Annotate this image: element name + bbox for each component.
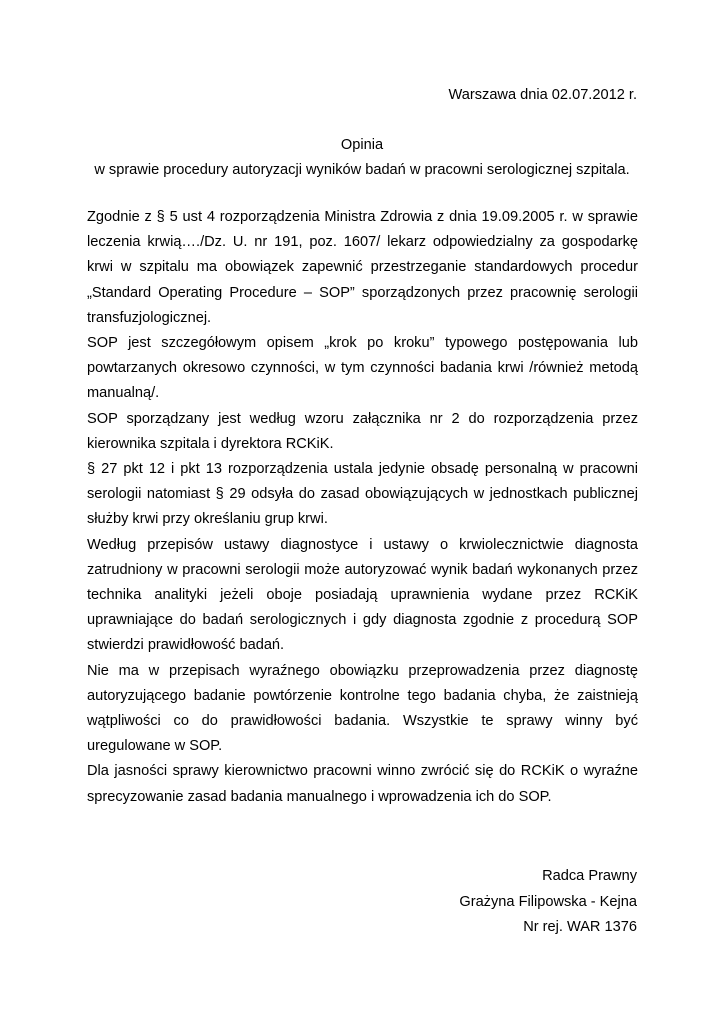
signature-role: Radca Prawny xyxy=(542,868,637,884)
paragraph: Nie ma w przepisach wyraźnego obowiązku przeprowadzenia przez diagnostę autoryzującego badanie powtórzenie kontrolne tego badania chyba, że zaistnieją wątpliwości co do prawidłowości badania. Wszystkie te sprawy winny być uregulowane w SOP. xyxy=(87,662,638,755)
paragraph: SOP sporządzany jest według wzoru załącznika nr 2 do rozporządzenia przez kierownika szpitala i dyrektora RCKiK. xyxy=(87,410,638,452)
document-title: Opinia xyxy=(340,137,384,153)
paragraph: Dla jasności sprawy kierownictwo pracowni winno zwrócić się do RCKiK o wyraźne sprecyzowanie zasad badania manualnego i wprowadzenia ich do SOP. xyxy=(87,763,638,805)
paragraph: Zgodnie z § 5 ust 4 rozporządzenia Ministra Zdrowia z dnia 19.09.2005 r. w sprawie leczenia krwią…./Dz. U. nr 191, poz. 1607/ lekarz odpowiedzialny za gospodarkę krwi w szpitalu ma obowiązek zapewnić przestrzeganie standardowych procedur „Standard Operating Procedure – SOP” sporządzonych przez pracownię serologii transfuzjologicznej. xyxy=(87,209,638,326)
paragraph: SOP jest szczegółowym opisem „krok po kroku” typowego postępowania lub powtarzanych okresowo czynności, w tym czynności badania krwi /również metodą manualną/. xyxy=(87,335,638,402)
date-line: Warszawa dnia 02.07.2012 r. xyxy=(448,87,637,103)
paragraph: Według przepisów ustawy diagnostyce i ustawy o krwiolecznictwie diagnosta zatrudniony w pracowni serologii może autoryzować wynik badań wykonanych przez technika analityki jeżeli oboje posiadają uprawnienia wydane przez RCKiK uprawniające do badań serologicznych i gdy diagnosta zgodnie z procedurą SOP stwierdzi prawidłowość badań. xyxy=(87,536,638,654)
signature-block xyxy=(459,864,637,941)
document-subtitle: w sprawie procedury autoryzacji wyników badań w pracowni serologicznej szpitala. xyxy=(94,162,630,178)
signature-name: Grażyna Filipowska - Kejna xyxy=(459,893,637,910)
paragraph: § 27 pkt 12 i pkt 13 rozporządzenia ustala jedynie obsadę personalną w pracowni serologii natomiast § 29 odsyła do zasad obowiązujących w jednostkach publicznej służby krwi przy określaniu grup krwi. xyxy=(87,461,638,528)
document-body xyxy=(87,205,638,810)
signature-registration: Nr rej. WAR 1376 xyxy=(523,919,637,935)
